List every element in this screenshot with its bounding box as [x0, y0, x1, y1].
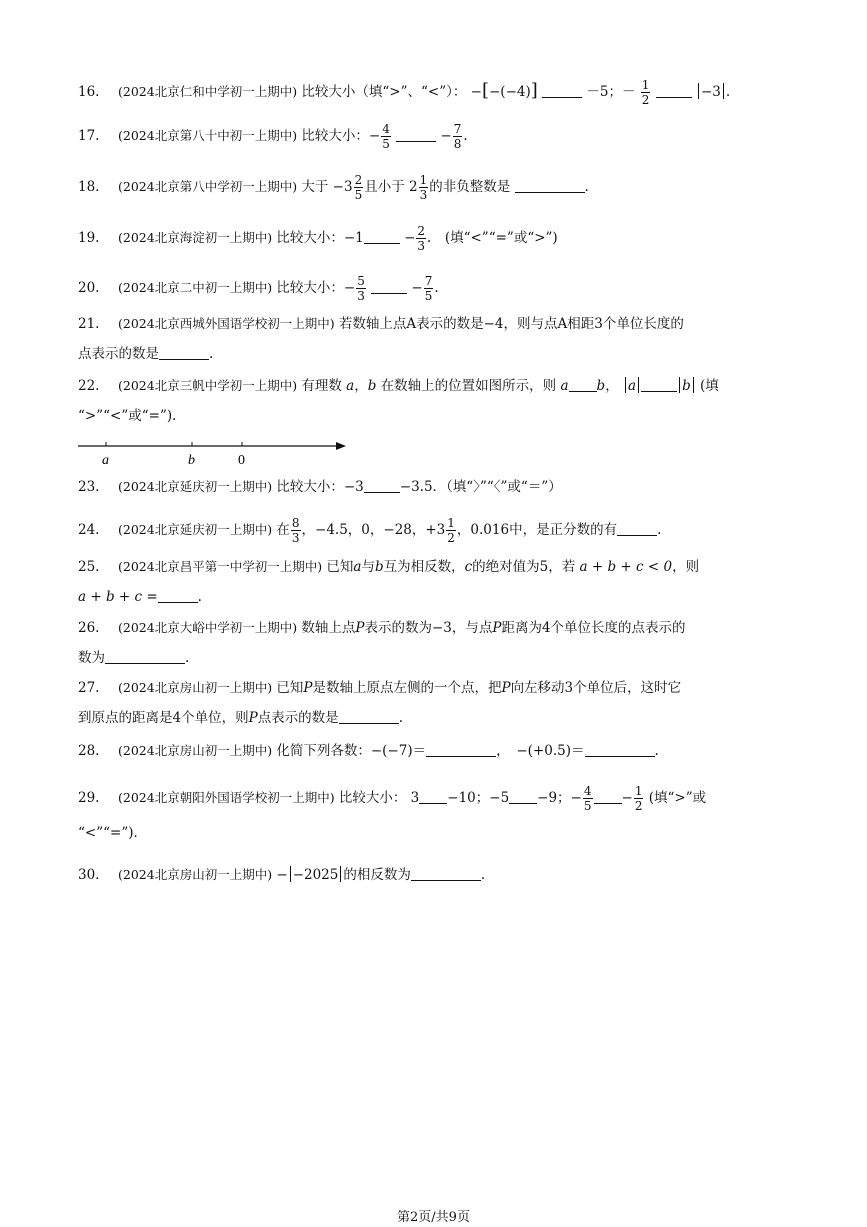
answer-blank[interactable] — [426, 742, 496, 757]
question-23: 23. (2024北京延庆初一上期中) 比较大小：−3 −3.5．（填“〉”“〈”或“＝”） — [78, 479, 562, 495]
question-source: (2024北京西城外国语学校初一上期中) — [118, 316, 335, 331]
question-19: 19. (2024北京海淀初一上期中) 比较大小：−1 − $\frac{2}{3}$ . (填“<”“=”或“>”) — [78, 224, 558, 253]
question-source: (2024北京房山初一上期中) — [118, 867, 273, 882]
fraction: $\frac{4}{5}$ — [583, 784, 592, 813]
fraction: $\frac{1}{2}$ — [634, 784, 643, 813]
answer-blank[interactable] — [339, 709, 399, 724]
question-source: (2024北京朝阳外国语学校初一上期中) — [118, 790, 335, 805]
answer-blank[interactable] — [419, 789, 447, 804]
label-b: b — [188, 453, 195, 468]
answer-blank[interactable] — [364, 229, 400, 244]
fraction: $\frac{7}{8}$ — [453, 122, 462, 151]
question-22: 22. (2024北京三帆中学初一上期中) 有理数 a，b 在数轴上的位置如图所示，则 a b， a b (填 “>”“<”或“=”)． — [78, 378, 719, 424]
fraction: $\frac{8}{3}$ — [291, 516, 300, 545]
answer-blank[interactable] — [569, 377, 597, 392]
answer-blank[interactable] — [364, 478, 400, 493]
arrow-right-icon — [336, 442, 346, 450]
fraction: $\frac{7}{5}$ — [424, 274, 433, 303]
answer-blank[interactable] — [396, 127, 436, 142]
question-source: (2024北京第八十中初一上期中) — [118, 128, 298, 143]
question-16: 16. (2024北京仁和中学初一上期中) 比较大小（填“>”、“<”）： −[−(−4)] －5；－ $\frac{1}{2}$ −3 . — [78, 78, 731, 107]
answer-blank[interactable] — [594, 789, 622, 804]
question-source: (2024北京延庆初一上期中) — [118, 522, 273, 537]
answer-blank[interactable] — [159, 345, 209, 360]
question-27: 27. (2024北京房山初一上期中) 已知P是数轴上原点左侧的一个点，把P向左移动3个单位后，这时它 到原点的距离是4个单位，则P点表示的数是 . — [78, 680, 682, 726]
fraction: $\frac{4}{5}$ — [382, 122, 390, 151]
answer-blank[interactable] — [617, 521, 657, 536]
fraction: $\frac{2}{5}$ — [354, 173, 363, 202]
question-18: 18. (2024北京第八中学初一上期中) 大于 −3 $\frac{2}{5}$ 且小于 2 $\frac{1}{3}$ 的非负整数是 . — [78, 173, 589, 202]
question-source: (2024北京海淀初一上期中) — [118, 230, 273, 245]
answer-blank[interactable] — [542, 83, 582, 98]
answer-blank[interactable] — [656, 83, 692, 98]
page-footer: 第2页/共9页 — [397, 1210, 470, 1225]
question-25: 25. (2024北京昌平第一中学初一上期中) 已知a与b互为相反数，c的绝对值为5，若 a + b + c < 0，则 a + b + c = . — [78, 559, 700, 605]
question-source: (2024北京延庆初一上期中) — [118, 479, 273, 494]
question-24: 24. (2024北京延庆初一上期中) 在 $\frac{8}{3}$ ，−4.5，0，−28，+3 $\frac{1}{2}$ ，0.016中，是正分数的有 . — [78, 516, 662, 545]
fraction: $\frac{2}{3}$ — [417, 224, 426, 253]
answer-blank[interactable] — [585, 742, 655, 757]
question-26: 26. (2024北京大峪中学初一上期中) 数轴上点P表示的数为−3，与点P距离为4个单位长度的点表示的 数为 . — [78, 620, 686, 666]
question-source: (2024北京大峪中学初一上期中) — [118, 620, 298, 635]
question-21: 21. (2024北京西城外国语学校初一上期中) 若数轴上点A表示的数是−4，则与点A相距3个单位长度的 点表示的数是 . — [78, 316, 684, 362]
answer-blank[interactable] — [158, 588, 198, 603]
fraction: $\frac{1}{2}$ — [447, 516, 455, 545]
answer-blank[interactable] — [515, 178, 585, 193]
question-source: (2024北京房山初一上期中) — [118, 743, 273, 758]
question-source: (2024北京第八中学初一上期中) — [118, 179, 298, 194]
fraction: $\frac{1}{3}$ — [419, 173, 428, 202]
answer-blank[interactable] — [371, 279, 407, 294]
label-zero: 0 — [238, 453, 245, 468]
label-a: a — [102, 453, 109, 468]
question-28: 28. (2024北京房山初一上期中) 化简下列各数：−(−7)＝ ， −(+0.5)＝ . — [78, 743, 659, 759]
question-source: (2024北京二中初一上期中) — [118, 280, 273, 295]
question-20: 20. (2024北京二中初一上期中) 比较大小：− $\frac{5}{3}$ − $\frac{7}{5}$ . — [78, 274, 439, 303]
question-source: (2024北京房山初一上期中) — [118, 680, 273, 695]
question-29: 29. (2024北京朝阳外国语学校初一上期中) 比较大小： 3 −10；−5 −9；− $\frac{4}{5}$ − $\frac{1}{2}$ (填“>”或 “<”“=”)． — [78, 784, 707, 841]
answer-blank[interactable] — [105, 649, 185, 664]
number-line-figure — [78, 436, 358, 472]
fraction: $\frac{5}{3}$ — [357, 274, 365, 303]
fraction: $\frac{1}{2}$ — [641, 78, 650, 107]
question-source: (2024北京三帆中学初一上期中) — [118, 378, 298, 393]
answer-blank[interactable] — [509, 789, 537, 804]
answer-blank[interactable] — [641, 377, 677, 392]
question-17: 17. (2024北京第八十中初一上期中) 比较大小：− $\frac{4}{5}$ − $\frac{7}{8}$ . — [78, 122, 468, 151]
question-source: (2024北京昌平第一中学初一上期中) — [118, 559, 323, 574]
answer-blank[interactable] — [411, 866, 481, 881]
question-30: 30. (2024北京房山初一上期中) − −2025 的相反数为 . — [78, 867, 486, 883]
question-source: (2024北京仁和中学初一上期中) — [118, 84, 298, 99]
